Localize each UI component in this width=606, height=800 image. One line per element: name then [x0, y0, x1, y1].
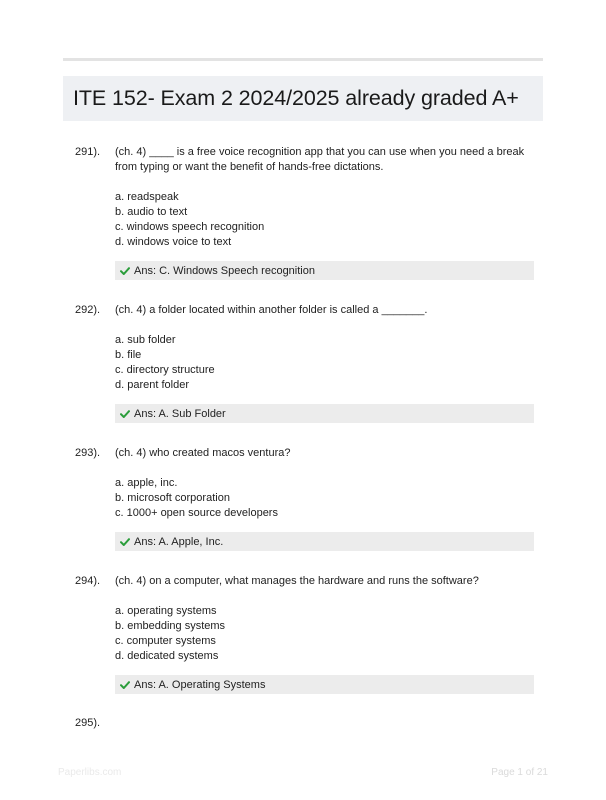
footer-watermark: Paperlibs.com [58, 767, 122, 778]
option-item: a. sub folder [115, 334, 176, 346]
option-list [115, 604, 535, 664]
option-item: c. 1000+ open source developers [115, 507, 278, 519]
question-body [115, 446, 535, 551]
top-divider [63, 58, 543, 61]
answer-box [115, 675, 534, 694]
question-text: (ch. 4) ____ is a free voice recognition app that you can use when you need a break from typing or want the benefit of hands-free dictations. [115, 146, 525, 173]
check-icon [120, 266, 130, 276]
answer-text: Ans: A. Operating Systems [134, 678, 266, 691]
question-text: (ch. 4) who created macos ventura? [115, 447, 291, 459]
option-item: d. parent folder [115, 379, 189, 391]
answer-box [115, 261, 534, 280]
page-indicator: Page 1 of 21 [491, 767, 548, 778]
answer-box [115, 404, 534, 423]
answer-box [115, 532, 534, 551]
option-item: a. operating systems [115, 605, 217, 617]
document-title: ITE 152- Exam 2 2024/2025 already graded A+ [73, 86, 519, 110]
option-list [115, 190, 535, 250]
check-icon [120, 680, 130, 690]
question-text: (ch. 4) on a computer, what manages the hardware and runs the software? [115, 575, 479, 587]
option-list [115, 476, 535, 521]
question-number: 292). [75, 304, 101, 316]
question-body [115, 574, 535, 694]
option-item: a. apple, inc. [115, 477, 178, 489]
question-number: 294). [75, 575, 101, 587]
option-item: c. windows speech recognition [115, 221, 265, 233]
question-body [115, 145, 535, 280]
option-item: b. embedding systems [115, 620, 226, 632]
answer-text: Ans: A. Sub Folder [134, 407, 226, 420]
question-text: (ch. 4) a folder located within another folder is called a _______. [115, 304, 428, 316]
check-icon [120, 409, 130, 419]
question-number: 293). [75, 447, 101, 459]
question-number: 295). [75, 717, 101, 729]
option-item: d. windows voice to text [115, 236, 232, 248]
option-list [115, 333, 535, 393]
answer-text: Ans: C. Windows Speech recognition [134, 264, 315, 277]
option-item: a. readspeak [115, 191, 179, 203]
option-item: b. file [115, 349, 142, 361]
option-item: b. microsoft corporation [115, 492, 230, 504]
answer-text: Ans: A. Apple, Inc. [134, 535, 224, 548]
option-item: c. directory structure [115, 364, 215, 376]
option-item: d. dedicated systems [115, 650, 219, 662]
check-icon [120, 537, 130, 547]
title-banner [63, 76, 543, 121]
question-body [115, 303, 535, 423]
option-item: b. audio to text [115, 206, 188, 218]
question-number: 291). [75, 146, 101, 158]
option-item: c. computer systems [115, 635, 216, 647]
